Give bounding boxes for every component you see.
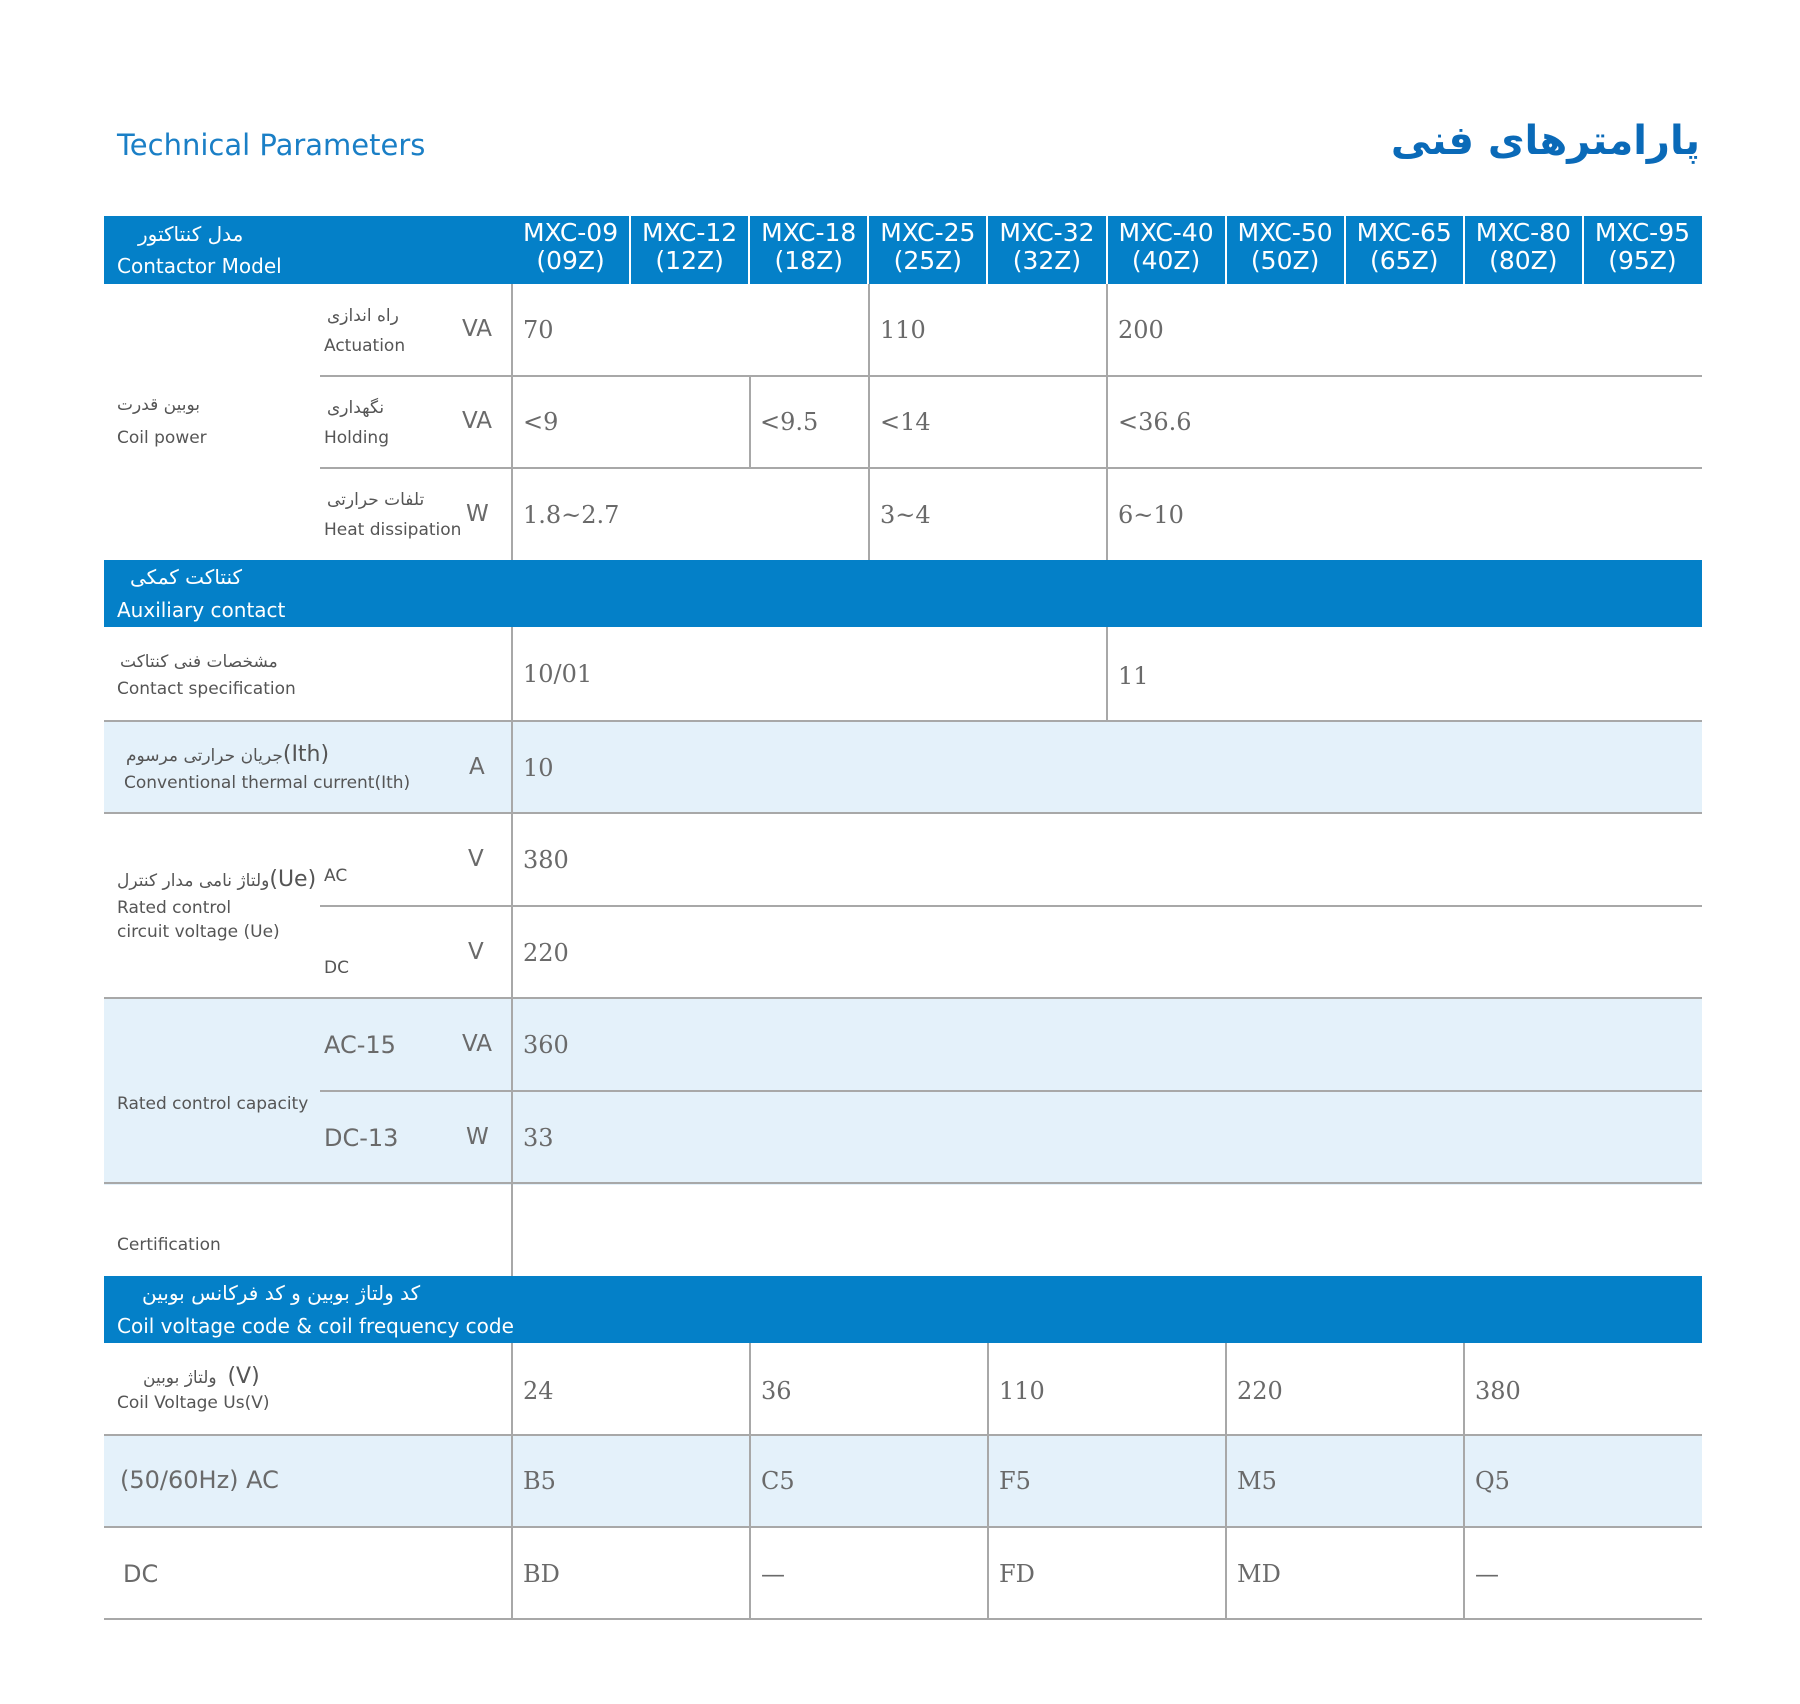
rule [1106,627,1108,720]
actuation-label-fa: راه اندازی [327,306,399,326]
ue-label-en-1: Rated control [117,898,232,918]
rule [104,1182,1702,1184]
model-code: (18Z) [774,246,843,275]
dc13-value: 33 [523,1124,554,1152]
coil-ac-label: (50/60Hz) AC [120,1466,279,1494]
model-name: MXC-40 [1118,218,1214,247]
model-header-cell [868,219,987,281]
ue-ac-value: 380 [523,846,569,874]
model-header-cell [1107,219,1226,281]
rule [749,375,751,467]
model-name: MXC-32 [999,218,1095,247]
ue-ac-label: AC [324,866,348,886]
model-code: (12Z) [655,246,724,275]
holding-label-en: Holding [324,428,389,448]
coil-power-label-en: Coil power [117,428,207,448]
coil-voltage-value: 220 [1237,1377,1283,1405]
aux-contact-band [104,560,1702,627]
coil-ac-code: C5 [761,1467,795,1495]
model-code: (95Z) [1608,246,1677,275]
ith-value: 10 [523,754,554,782]
actuation-value: 70 [523,316,554,344]
coil-dc-code: MD [1237,1560,1281,1588]
header-divider [629,216,631,284]
heat-value: 6~10 [1118,501,1184,529]
coil-dc-code: — [761,1560,785,1588]
coil-dc-label: DC [123,1560,159,1588]
coil-power-label-fa: بوبین قدرت [117,395,200,415]
capacity-row-bg [104,999,1702,1185]
coil-voltage-label-fa-text: ولتاژ بوبین [143,1368,217,1388]
model-name: MXC-80 [1475,218,1571,247]
rule [749,1343,751,1619]
model-code: (40Z) [1131,246,1201,275]
actuation-label-en: Actuation [324,336,406,356]
actuation-unit: VA [462,316,492,342]
model-name: MXC-18 [761,218,857,247]
ith-label-fa [126,742,329,767]
header-divider [986,216,988,284]
holding-value: <14 [880,408,931,436]
model-code: (09Z) [536,246,605,275]
holding-value: <9.5 [760,408,819,436]
ith-label-fa-text: جریان حرارتی مرسوم [126,746,283,766]
model-code: (65Z) [1370,246,1439,275]
capacity-label-en: Rated control capacity [117,1094,309,1114]
model-header-cell [1226,219,1345,281]
coil-ac-code: Q5 [1475,1467,1510,1495]
holding-value: <36.6 [1118,408,1192,436]
heat-label-fa: تلفات حرارتی [327,490,425,510]
ith-label-en: Conventional thermal current(Ith) [124,773,411,793]
coil-voltage-label-en: Coil Voltage Us(V) [117,1393,270,1413]
dc13-unit: W [466,1124,489,1150]
rule [320,1090,1702,1092]
model-name: MXC-95 [1594,218,1691,247]
contact-spec-label-en: Contact specification [117,679,296,699]
header-divider [1344,216,1346,284]
coil-code-label-en: Coil voltage code & coil frequency code [117,1314,514,1338]
model-header-cell [987,219,1106,281]
contact-spec-label-fa: مشخصات فنی کنتاکت [120,652,278,672]
header-divider [1582,216,1584,284]
rule [104,812,1702,814]
ue-label-fa [117,867,316,892]
certification-label-en: Certification [117,1235,221,1255]
header-divider [867,216,869,284]
model-header-cell [511,219,630,281]
heat-label-en: Heat dissipation [324,520,462,540]
holding-value: <9 [523,408,559,436]
coil-ac-code: F5 [999,1467,1031,1495]
model-label-en: Contactor Model [117,254,282,278]
ue-label-suffix: (Ue) [269,867,317,892]
model-header-cell [1583,219,1702,281]
coil-voltage-value: 380 [1475,1377,1521,1405]
rule [1225,1343,1227,1619]
ac15-unit: VA [462,1031,492,1057]
coil-voltage-value: 24 [523,1377,554,1405]
rule [104,997,1702,999]
model-header-cell [749,219,868,281]
actuation-value: 200 [1118,316,1164,344]
ac15-label: AC-15 [324,1031,396,1059]
page-title-fa: پارامترهای فنی [1390,118,1700,164]
coil-dc-code: FD [999,1560,1035,1588]
rule [104,720,1702,722]
aux-contact-label-en: Auxiliary contact [117,598,286,622]
model-name: MXC-50 [1237,218,1333,247]
ith-row-bg [104,722,1702,814]
rule [320,467,1702,469]
heat-unit: W [466,501,489,527]
ue-dc-value: 220 [523,939,569,967]
header-divider [1106,216,1108,284]
header-divider [1463,216,1465,284]
coil-dc-code: BD [523,1560,560,1588]
ue-label-fa-text: ولتاژ نامی مدار کنترل [117,871,270,891]
coil-code-label-fa: کد ولتاژ بوبین و کد فرکانس بوبین [142,1281,421,1305]
header-divider [748,216,750,284]
actuation-value: 110 [880,316,926,344]
model-header-cell [630,219,749,281]
model-name: MXC-12 [642,218,738,247]
coil-dc-code: — [1475,1560,1499,1588]
model-label-fa: مدل کنتاکتور [138,222,244,246]
heat-value: 1.8~2.7 [523,501,620,529]
contact-spec-value: 10/01 [523,660,593,688]
rule [320,375,1702,377]
model-name: MXC-09 [522,218,619,247]
model-header-cell [1345,219,1464,281]
model-code: (80Z) [1489,246,1558,275]
holding-label-fa: نگهداری [327,398,385,418]
model-code: (50Z) [1250,246,1320,275]
coil-ac-code: B5 [523,1467,556,1495]
ac15-value: 360 [523,1031,569,1059]
rule [511,627,513,1276]
coil-voltage-label-fa [143,1364,260,1389]
ue-ac-unit: V [468,846,484,872]
aux-contact-label-fa: کنتاکت کمکی [130,565,243,589]
model-name: MXC-25 [880,218,976,247]
model-header-cell [1464,219,1583,281]
page-title-en: Technical Parameters [117,128,426,162]
rule [511,284,513,560]
ue-dc-label: DC [324,958,349,978]
model-code: (32Z) [1012,246,1082,275]
holding-unit: VA [462,408,492,434]
rule [511,1343,513,1619]
header-divider [1225,216,1227,284]
rule [1463,1343,1465,1619]
ue-dc-unit: V [468,939,484,965]
coil-voltage-value: 36 [761,1377,792,1405]
model-code: (25Z) [893,246,963,275]
coil-voltage-label-suffix: (V) [227,1364,260,1389]
coil-ac-code: M5 [1237,1467,1277,1495]
heat-value: 3~4 [880,501,931,529]
coil-voltage-value: 110 [999,1377,1045,1405]
model-name: MXC-65 [1356,218,1452,247]
rule [987,1343,989,1619]
rule [1106,284,1108,560]
rule [868,284,870,560]
ith-unit: A [469,754,485,780]
contact-spec-value: 11 [1118,662,1149,690]
dc13-label: DC-13 [324,1124,399,1152]
rule [320,905,1702,907]
ith-label-suffix: (Ith) [282,742,330,767]
ue-label-en-2: circuit voltage (Ue) [117,922,280,942]
